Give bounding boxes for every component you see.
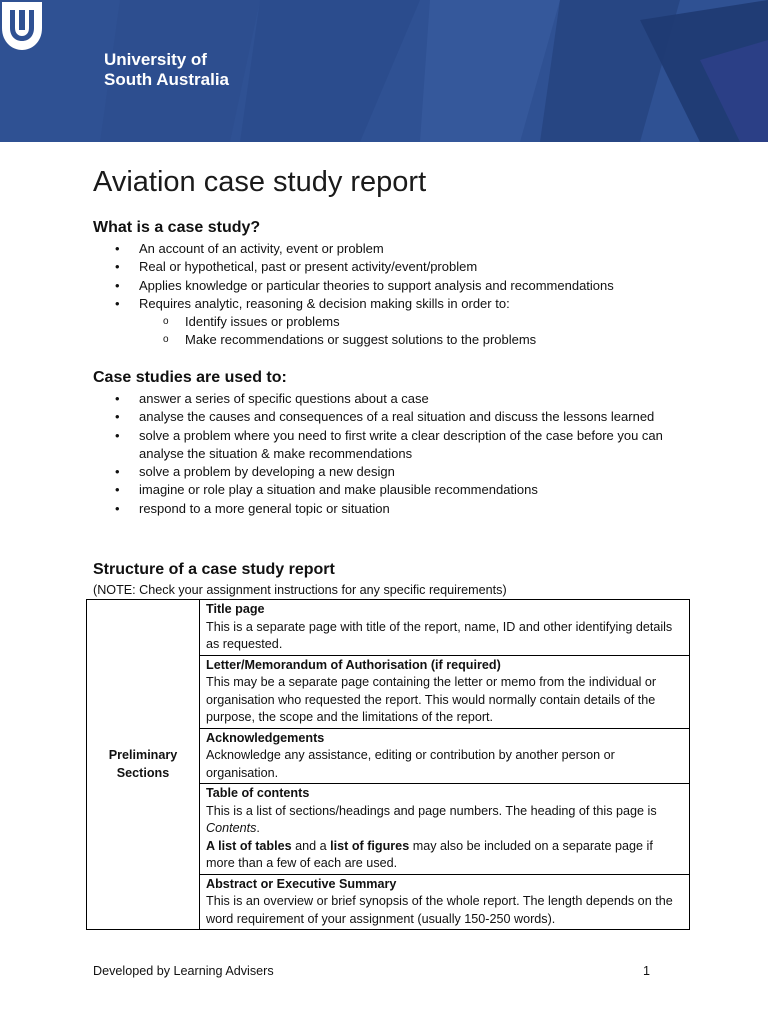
heading-structure: Structure of a case study report xyxy=(93,561,335,578)
row-title: Acknowledgements xyxy=(206,730,325,745)
table-cell-title-page xyxy=(200,600,690,656)
group-label-line1: Preliminary xyxy=(108,748,178,762)
heading-case-studies-used: Case studies are used to: xyxy=(93,369,287,386)
list-item: • analyse the causes and consequences of a real situation and discuss the lessons learned xyxy=(93,408,673,426)
university-shield-icon xyxy=(0,0,44,52)
row-text: This is a list of sections/headings and page numbers. The heading of this page is xyxy=(206,803,657,818)
page-title: Aviation case study report xyxy=(93,166,427,198)
structure-table xyxy=(86,599,690,930)
row-title: Table of contents xyxy=(206,786,310,800)
university-name-line2: South Australia xyxy=(104,70,229,89)
university-name xyxy=(104,50,229,90)
row-text-bold: list of figures xyxy=(330,838,410,853)
row-text: may also be included on a separate page if more than a few of each are used. xyxy=(206,838,653,870)
row-title: Letter/Memorandum of Authorisation (if required) xyxy=(206,657,501,672)
row-text: Acknowledge any assistance, editing or contribution by another person or organisation. xyxy=(206,748,615,780)
used-to-list xyxy=(93,390,673,518)
preliminary-sections-label xyxy=(87,600,200,930)
row-title: Abstract or Executive Summary xyxy=(206,876,397,891)
list-item: • imagine or role play a situation and make plausible recommendations xyxy=(93,481,673,499)
group-label-line2: Sections xyxy=(116,765,170,780)
header-banner xyxy=(0,0,768,142)
list-item: • answer a series of specific questions about a case xyxy=(93,390,673,408)
heading-what-is-case-study: What is a case study? xyxy=(93,219,261,236)
table-cell-contents xyxy=(200,784,690,875)
row-text-italic: Contents xyxy=(206,821,257,835)
sub-list-item: o Identify issues or problems xyxy=(139,313,673,331)
list-item: • Real or hypothetical, past or present activity/event/problem xyxy=(93,258,673,276)
structure-note: (NOTE: Check your assignment instructions for any specific requirements) xyxy=(93,583,507,597)
table-cell-acknowledgements xyxy=(200,728,690,784)
table-cell-letter xyxy=(200,655,690,728)
row-text: This is an overview or brief synopsis of the whole report. The length depends on the word requirement of your assignment (usually 150-250 words). xyxy=(206,894,673,926)
footer-credit: Developed by Learning Advisers xyxy=(93,964,274,978)
sub-list-item: o Make recommendations or suggest solutions to the problems xyxy=(139,331,673,349)
row-text: This may be a separate page containing the letter or memo from the individual or organisation who requested the report. This would normally contain details of the purpose, the scope and the limitations of the report. xyxy=(206,675,657,724)
row-text: This is a separate page with title of the report, name, ID and other identifying details as requested. xyxy=(206,619,673,651)
row-title: Title page xyxy=(206,602,265,616)
page-number: 1 xyxy=(643,964,651,978)
university-name-line1: University of xyxy=(104,50,207,69)
list-item-text: Requires analytic, reasoning & decision making skills in order to: xyxy=(139,295,510,311)
sub-list xyxy=(139,313,673,350)
what-is-list xyxy=(93,240,673,350)
list-item: • solve a problem by developing a new design xyxy=(93,463,673,481)
row-text: and a xyxy=(291,838,331,853)
row-text-bold: A list of tables xyxy=(206,838,292,853)
list-item: • An account of an activity, event or problem xyxy=(93,240,673,258)
table-cell-abstract xyxy=(200,874,690,930)
table-row xyxy=(87,600,690,656)
list-item: • respond to a more general topic or situation xyxy=(93,500,673,518)
list-item: • Applies knowledge or particular theories to support analysis and recommendations xyxy=(93,277,673,295)
row-text: . xyxy=(256,821,260,835)
list-item xyxy=(93,295,673,350)
list-item: • solve a problem where you need to first write a clear description of the case before you can analyse the situation & make recommendations xyxy=(93,427,673,464)
